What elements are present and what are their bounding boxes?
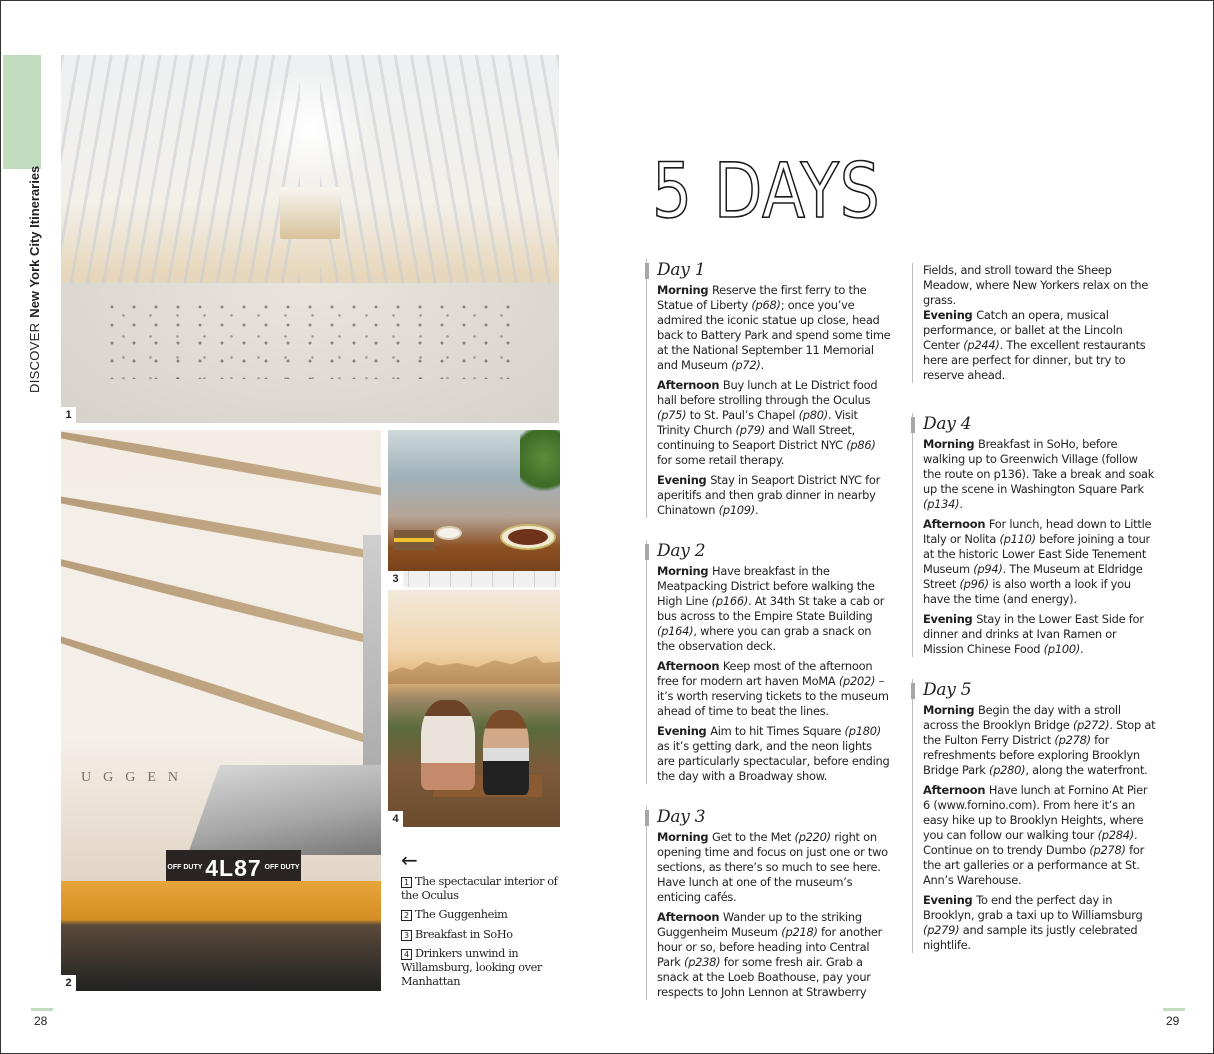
day-heading: Day 4 [923,413,1157,435]
time-slot-label: Morning [657,564,713,578]
time-slot-label: Afternoon [657,378,723,392]
background-building [363,535,381,795]
time-slot-label: Morning [657,830,713,844]
caption-number: 3 [401,930,412,941]
guggenheim-band [61,619,381,771]
day-block [646,540,891,784]
time-slot-afternoon: Afternoon Keep most of the afternoon free for modern art haven MoMA (p202) – it’s worth reserving tickets to the museum ahead of time to beat the lines. [657,659,889,718]
photo-breakfast [388,430,560,587]
french-toast [508,529,548,545]
time-slot-morning: Morning Reserve the first ferry to the Statue of Liberty (p68); once you’ve admired the iconic statue up close, head back to Battery Park and spend some time at the National September 11 Memorial and Museum (p72). [657,283,891,372]
photo-rooftop [388,590,560,827]
page-reference: (p280) [989,763,1026,777]
tiles [388,571,560,587]
caption-text: Breakfast in SoHo [415,927,513,941]
page-reference: (p220) [794,830,831,844]
page-reference: (p80) [798,408,828,422]
caption-item [401,875,561,902]
time-slot-morning: Morning Begin the day with a stroll across the Brooklyn Bridge (p272). Stop at the Fulton Ferry District (p278) for refreshments before exploring Brooklyn Bridge Park (p280), along the waterfront. [923,703,1156,777]
taxi-off-duty-right: OFF DUTY [264,864,300,871]
photo-number: 1 [61,407,76,423]
day-slots [657,564,891,784]
caption-number: 4 [401,949,412,960]
time-slot-evening: Evening Stay in the Lower East Side for dinner and drinks at Ivan Ramen or Mission Chinese Food (p100). [923,612,1144,656]
itinerary-column-2 [912,263,1157,975]
page-reference: (p68) [751,298,781,312]
page-reference: (p278) [1054,733,1091,747]
time-slot-evening: Evening Stay in Seaport District NYC for aperitifs and then grab dinner in nearby Chinatown (p109). [657,473,881,517]
time-slot-label: Morning [923,703,979,717]
time-slot-morning: Morning Have breakfast in the Meatpacking District before walking the High Line (p166). At 34th St take a cab or bus across to the Empire State Building (p164), where you can grab a snack on the observation deck. [657,564,885,653]
time-slot-evening: Evening To end the perfect day in Brooklyn, grab a taxi up to Williamsburg (p279) and sample its justly celebrated nightlife. [923,893,1143,952]
day-block [912,679,1157,953]
page-reference: (p100) [1043,642,1081,656]
folio-bar-right [1163,1008,1185,1011]
manhattan-skyline [388,656,560,684]
page-reference: (p218) [781,925,818,939]
folio-bar-left [31,1008,53,1011]
day-block [912,413,1157,657]
itinerary-column-1 [646,259,891,1005]
time-slot-afternoon: Afternoon Buy lunch at Le District food hall before strolling through the Oculus (p75) to St. Paul’s Chapel (p80). Visit Trinity Church (p79) and Wall Street, continuing to Seaport District NYC (p86) for some retail therapy. [657,378,878,467]
taxi-roof-light [166,765,381,855]
taxi-off-duty-left: OFF DUTY [167,864,203,871]
caption-item [401,908,561,922]
caption-text: Drinkers unwind in Willamsburg, looking over Manhattan [401,947,542,988]
time-slot-label: Morning [923,437,979,451]
taxi-medallion-number: 4L87 [205,854,262,881]
time-slot-evening: Evening Aim to hit Times Square (p180) as it’s getting dark, and the neon lights are particularly spectacular, before ending the day with a Broadway show. [657,724,890,783]
page-reference: (p180) [844,724,881,738]
caption-number: 1 [401,877,412,888]
caption-item [401,928,561,942]
time-slot-label: Afternoon [923,517,989,531]
photo-oculus [61,55,559,423]
guggenheim-facade-lettering: UGGEN [81,770,190,785]
page-reference: (p164) [657,624,694,638]
day-block [646,259,891,518]
day-slots [657,830,891,1000]
page-reference: (p272) [1072,718,1110,732]
oculus-balcony [280,187,340,239]
time-slot-afternoon: Afternoon Wander up to the striking Guggenheim Museum (p218) for another hour or so, before heading into Central Park (p238) for some fresh air. Grab a snack at the Loeb Boathouse, pay your respects to John Lennon at Strawberry [657,910,883,999]
page-title [652,146,901,235]
oculus-ribs-right [320,55,559,283]
section-color-tab [3,55,41,169]
day-slots [657,283,891,518]
day-heading: Day 5 [923,679,1157,701]
sandwich [394,530,434,550]
page-reference: (p94) [973,562,1003,576]
caption-number: 2 [401,910,412,921]
page-number-left: 28 [34,1014,48,1028]
time-slot-morning: Morning Get to the Met (p220) right on opening time and focus on just one or two sections, as there’s so much to see here. Have lunch at one of the museum’s enticing cafés. [657,830,888,904]
person [421,700,475,790]
time-slot-label: Afternoon [657,659,723,673]
time-slot-afternoon: Afternoon Have lunch at Fornino At Pier 6 (www.fornino.com). From here it’s an easy hike up to Brooklyn Heights, where you can follow our walking tour (p284). Continue on to trendy Dumbo (p278) for the art galleries or a performance at St. Ann’s Warehouse. [923,783,1148,887]
page-number-right: 29 [1166,1014,1180,1028]
day-slots [923,437,1157,657]
section-running-head [27,166,42,393]
day-slots [923,263,1157,383]
time-slot-morning: Morning Breakfast in SoHo, before walking up to Greenwich Village (follow the route on p136). Take a break and soak up the scene in Washington Square Park (p134). [923,437,1155,511]
page-title-text: 5 DAYS [652,146,881,235]
person [483,710,529,795]
time-slot-label: Evening [657,724,711,738]
time-slot-label: Afternoon [657,910,723,924]
day-slots [923,703,1157,953]
page-reference: (p278) [1089,843,1126,857]
time-slot-continued: Fields, and stroll toward the Sheep Meadow, where New Yorkers relax on the grass. [923,263,1149,307]
day-block [646,806,891,1000]
plant [520,430,560,500]
photo-captions [401,848,561,994]
time-slot-label: Morning [657,283,713,297]
page-reference: (p110) [999,532,1036,546]
time-slot-label: Evening [657,473,711,487]
page-reference: (p79) [735,423,765,437]
photo-number: 4 [388,811,403,827]
day-heading: Day 2 [657,540,891,562]
time-slot-label: Evening [923,893,977,907]
page-reference: (p202) [838,674,876,688]
page-reference: (p244) [963,338,1000,352]
caption-text: The spectacular interior of the Oculus [401,875,558,902]
day-heading: Day 3 [657,806,891,828]
page-reference: (p279) [923,923,960,937]
page-reference: (p86) [846,438,876,452]
coffee-cup [436,526,462,540]
photo-guggenheim [61,430,381,991]
oculus-ribs-left [61,55,300,283]
oculus-crowd [101,298,519,379]
time-slot-evening: Evening Catch an opera, musical performance, or ballet at the Lincoln Center (p244). The excellent restaurants here are perfect for dinner, but try to reserve ahead. [923,308,1146,382]
arrow-left-icon: ← [401,848,418,872]
caption-text: The Guggenheim [415,908,508,922]
running-head-discover: DISCOVER [27,322,42,393]
page-reference: (p96) [959,577,989,591]
guggenheim-band [61,545,381,666]
time-slot-label: Afternoon [923,783,989,797]
page-reference: (p134) [923,497,960,511]
page-reference: (p166) [711,594,749,608]
page-reference: (p72) [731,358,761,372]
time-slot-label: Evening [923,308,977,322]
taxi-body [61,881,381,991]
photo-number: 2 [61,975,76,991]
page-reference: (p109) [718,503,756,517]
photo-number: 3 [388,571,403,587]
running-head-section: New York City Itineraries [27,165,42,318]
day-3-continuation [912,263,1157,383]
time-slot-label: Evening [923,612,977,626]
caption-item [401,947,561,988]
page-reference: (p238) [684,955,721,969]
page-reference: (p75) [657,408,687,422]
time-slot-afternoon: Afternoon For lunch, head down to Little Italy or Nolita (p110) before joining a tour at the historic Lower East Side Tenement Museum (p94). The Museum at Eldridge Street (p96) is also worth a look if you have the time (and energy). [923,517,1152,606]
guggenheim-band [61,430,381,510]
guggenheim-band [61,485,381,575]
page-reference: (p284) [1097,828,1134,842]
day-heading: Day 1 [657,259,891,281]
